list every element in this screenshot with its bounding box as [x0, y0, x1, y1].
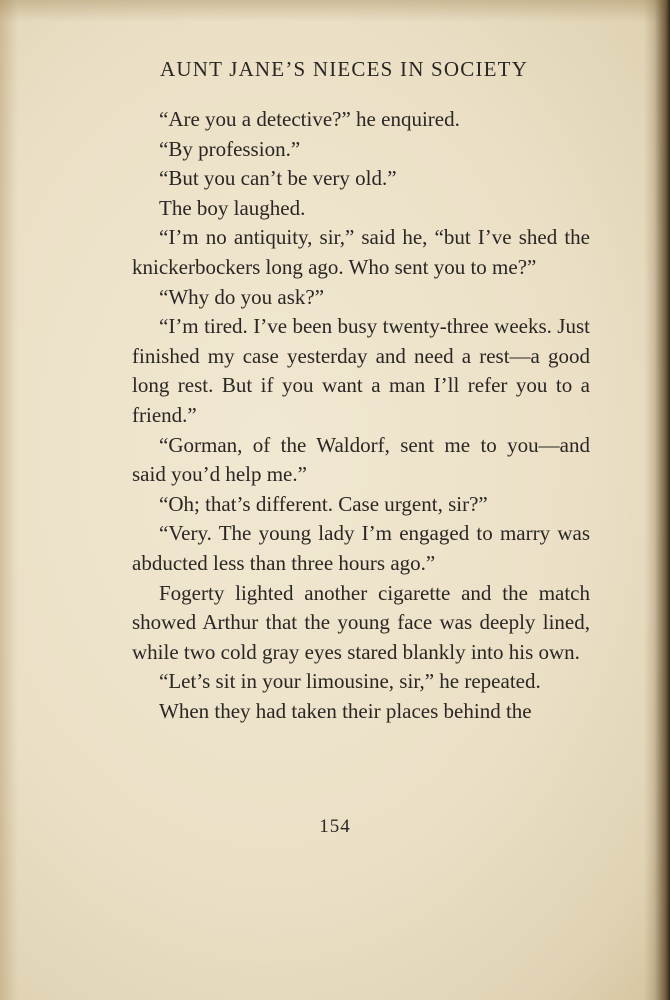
paragraph: “I’m tired. I’ve been busy twenty-three weeks. Just finished my case yesterday and need a rest—a good long rest. But if you want a man I’ll refer you to a friend.”	[132, 314, 590, 427]
page-number: 154	[319, 816, 351, 837]
page-body-text	[132, 105, 590, 726]
paragraph: When they had taken their places behind the	[159, 698, 532, 723]
paragraph: “Are you a detective?” he enquired.	[159, 107, 460, 131]
page-edge-shadow-left	[0, 0, 18, 1000]
paragraph: The boy laughed.	[159, 195, 306, 220]
paragraph: “Gorman, of the Waldorf, sent me to you—and said you’d help me.”	[132, 432, 590, 487]
paragraph: “But you can’t be very old.”	[159, 166, 397, 191]
book-spine-shadow	[644, 0, 670, 1000]
paragraph: “I’m no antiquity, sir,” said he, “but I’ve shed the knickerbockers long ago. Who sent you to me?”	[132, 225, 590, 279]
paragraph: “Why do you ask?”	[159, 284, 325, 309]
paragraph: “Let’s sit in your limousine, sir,” he repeated.	[159, 669, 541, 694]
page-edge-shadow-top	[0, 0, 670, 22]
running-header: AUNT JANE’S NIECES IN SOCIETY	[160, 57, 529, 81]
paragraph: Fogerty lighted another cigarette and the match showed Arthur that the young face was deeply lined, while two cold gray eyes stared blankly into his own.	[132, 580, 590, 664]
paragraph: “Oh; that’s different. Case urgent, sir?”	[159, 491, 488, 516]
paragraph: “Very. The young lady I’m engaged to marry was abducted less than three hours ago.”	[132, 521, 590, 575]
paragraph: “By profession.”	[159, 136, 301, 161]
